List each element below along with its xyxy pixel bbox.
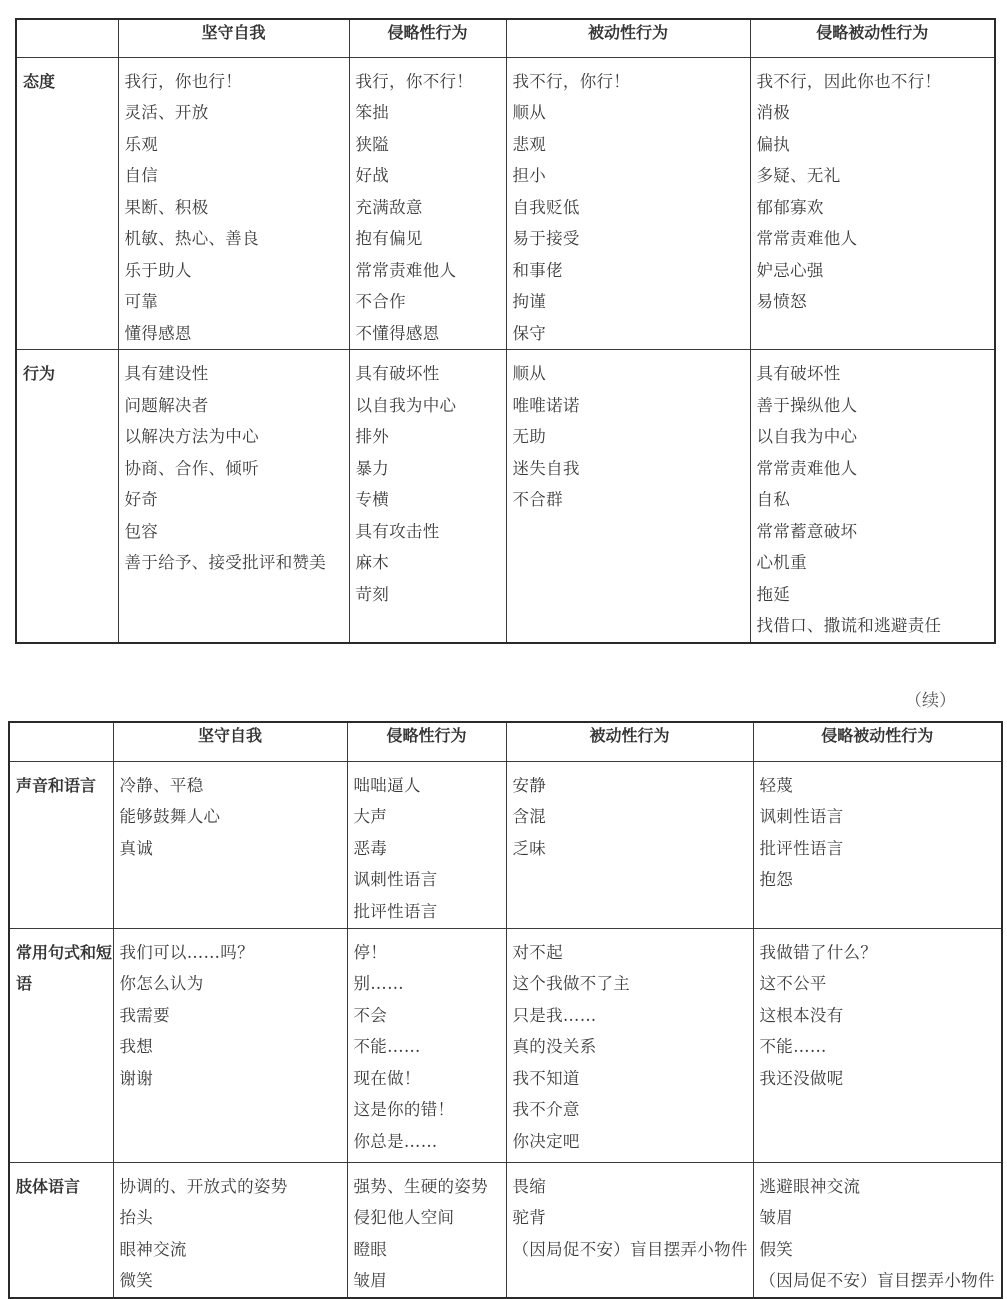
list-item: 好奇: [124, 490, 159, 509]
header-passive: 被动性行为: [506, 722, 753, 761]
list-item: 不合作: [355, 292, 406, 311]
list-item: 不懂得感恩: [355, 323, 440, 343]
list-item: 这不公平: [759, 974, 827, 993]
list-item: 乐于助人: [124, 260, 192, 280]
list-item: 谢谢: [119, 1068, 154, 1088]
list-item: 我需要: [119, 1005, 170, 1025]
header-assertive: 坚守自我: [113, 722, 347, 761]
list-item: 真诚: [119, 838, 154, 858]
row-label: 声音和语言: [9, 761, 113, 928]
cell-assertive: [118, 350, 349, 643]
list-item: 我不行，你行！: [512, 71, 631, 91]
list-item: 可靠: [124, 292, 159, 311]
list-item: 讽刺性语言: [759, 807, 844, 826]
row-label: 常用句式和短语: [9, 928, 113, 1162]
list-item: 安静: [512, 775, 547, 795]
list-item: 好战: [355, 166, 390, 185]
list-item: （因局促不安）盲目摆弄小物件: [759, 1271, 995, 1290]
list-item: 只是我……: [512, 1005, 597, 1025]
list-item: 保守: [512, 323, 547, 343]
list-item: 逃避眼神交流: [759, 1176, 861, 1196]
list-item: 常常蓄意破坏: [756, 521, 858, 541]
list-item: 易于接受: [512, 229, 580, 248]
list-item: 悲观: [512, 134, 547, 154]
list-item: 驼背: [512, 1208, 547, 1227]
list-item: 协调的、开放式的姿势: [119, 1176, 288, 1196]
cell-assertive: [113, 928, 347, 1162]
list-item: 包容: [124, 521, 159, 541]
list-item: 我不介意: [512, 1100, 580, 1119]
table-row-behavior: [16, 350, 995, 643]
cell-assertive: [113, 761, 347, 928]
list-item: 抱怨: [759, 870, 794, 889]
list-item: 我行，你不行！: [355, 71, 474, 91]
list-item: 咄咄逼人: [353, 775, 421, 795]
list-item: 批评性语言: [353, 901, 438, 921]
list-item: 易愤怒: [756, 292, 807, 311]
list-item: 自信: [124, 166, 159, 185]
header-aggressive: 侵略性行为: [349, 19, 506, 57]
list-item: 批评性语言: [759, 838, 844, 858]
list-item: 协商、合作、倾听: [124, 458, 259, 478]
list-item: 问题解决者: [124, 395, 209, 415]
behavior-table-part2: [8, 721, 1003, 1299]
list-item: 常常责难他人: [756, 458, 858, 478]
list-item: 不能……: [759, 1037, 827, 1056]
list-item: 能够鼓舞人心: [119, 807, 221, 826]
row-label: 行为: [16, 350, 118, 643]
cell-passive-aggressive: [753, 928, 1002, 1162]
list-item: 我想: [119, 1037, 154, 1056]
list-item: 讽刺性语言: [353, 870, 438, 889]
cell-assertive: [118, 57, 349, 350]
cell-aggressive: [347, 928, 506, 1162]
list-item: 充满敌意: [355, 197, 423, 217]
list-item: 你总是……: [353, 1131, 438, 1151]
list-item: 大声: [353, 807, 388, 826]
list-item: 强势、生硬的姿势: [353, 1176, 488, 1196]
list-item: 恶毒: [353, 838, 388, 858]
cell-passive: [506, 350, 750, 643]
header-assertive: 坚守自我: [118, 19, 349, 57]
list-item: 乐观: [124, 134, 159, 154]
list-item: 以自我为中心: [756, 427, 858, 446]
list-item: 灵活、开放: [124, 103, 209, 122]
list-item: 我做错了什么？: [759, 942, 878, 962]
list-item: 善于操纵他人: [756, 395, 858, 415]
continued-label: （续）: [905, 691, 956, 711]
cell-aggressive: [349, 57, 506, 350]
cell-aggressive: [349, 350, 506, 643]
list-item: 苛刻: [355, 584, 390, 604]
table-row-body-language: [9, 1162, 1002, 1298]
list-item: 具有破坏性: [355, 364, 440, 383]
list-item: 顺从: [512, 364, 547, 383]
list-item: 你怎么认为: [119, 974, 204, 993]
list-item: 抬头: [119, 1208, 154, 1227]
list-item: 我们可以……吗？: [119, 942, 254, 962]
list-item: 消极: [756, 103, 791, 122]
row-label: 肢体语言: [9, 1162, 113, 1298]
list-item: 乏味: [512, 838, 547, 858]
header-passive-aggressive: 侵略被动性行为: [750, 19, 995, 57]
cell-passive-aggressive: [753, 1162, 1002, 1298]
table-row-attitude: [16, 57, 995, 350]
cell-passive-aggressive: [750, 57, 995, 350]
list-item: 自我贬低: [512, 197, 580, 217]
list-item: 你决定吧: [512, 1131, 580, 1151]
list-item: 拖延: [756, 584, 791, 604]
cell-passive-aggressive: [750, 350, 995, 643]
list-item: 抱有偏见: [355, 229, 423, 248]
list-item: 畏缩: [512, 1176, 547, 1196]
list-item: 真的没关系: [512, 1037, 597, 1056]
list-item: 我还没做呢: [759, 1068, 844, 1088]
list-item: 笨拙: [355, 103, 390, 122]
behavior-table-part1: [15, 18, 996, 644]
list-item: 顺从: [512, 103, 547, 122]
list-item: 机敏、热心、善良: [124, 229, 259, 248]
list-item: 排外: [355, 427, 390, 446]
header-corner: [16, 19, 118, 57]
list-item: 唯唯诺诺: [512, 395, 580, 415]
list-item: 这是你的错！: [353, 1100, 455, 1119]
cell-passive-aggressive: [753, 761, 1002, 928]
table1-header-row: [16, 19, 995, 57]
header-aggressive: 侵略性行为: [347, 722, 506, 761]
list-item: 狭隘: [355, 134, 390, 154]
list-item: （因局促不安）盲目摆弄小物件: [512, 1239, 748, 1259]
list-item: 拘谨: [512, 292, 547, 311]
table-row-voice-language: [9, 761, 1002, 928]
cell-passive: [506, 57, 750, 350]
list-item: 妒忌心强: [756, 260, 824, 280]
list-item: 皱眉: [353, 1271, 388, 1290]
list-item: 不会: [353, 1005, 388, 1025]
list-item: 皱眉: [759, 1208, 794, 1227]
list-item: 不能……: [353, 1037, 421, 1056]
list-item: 心机重: [756, 553, 807, 572]
list-item: 无助: [512, 427, 547, 446]
list-item: 不合群: [512, 490, 563, 509]
list-item: 专横: [355, 490, 390, 509]
cell-aggressive: [347, 1162, 506, 1298]
list-item: 自私: [756, 490, 791, 509]
row-label: 态度: [16, 57, 118, 350]
list-item: 停！: [353, 942, 388, 962]
header-passive: 被动性行为: [506, 19, 750, 57]
list-item: 郁郁寡欢: [756, 197, 824, 217]
list-item: 麻木: [355, 553, 390, 572]
list-item: 含混: [512, 807, 547, 826]
list-item: 眼神交流: [119, 1239, 187, 1259]
header-passive-aggressive: 侵略被动性行为: [753, 722, 1002, 761]
list-item: 这根本没有: [759, 1005, 844, 1025]
list-item: 和事佬: [512, 260, 563, 280]
list-item: 瞪眼: [353, 1239, 388, 1259]
list-item: 冷静、平稳: [119, 775, 204, 795]
list-item: 果断、积极: [124, 197, 209, 217]
list-item: 以自我为中心: [355, 395, 457, 415]
list-item: 具有攻击性: [355, 521, 440, 541]
list-item: 侵犯他人空间: [353, 1208, 455, 1227]
list-item: 多疑、无礼: [756, 166, 841, 185]
list-item: 常常责难他人: [756, 229, 858, 248]
list-item: 常常责难他人: [355, 260, 457, 280]
list-item: 善于给予、接受批评和赞美: [124, 553, 327, 572]
header-corner: [9, 722, 113, 761]
list-item: 具有建设性: [124, 364, 209, 383]
list-item: 偏执: [756, 134, 791, 154]
table-row-common-phrases: [9, 928, 1002, 1162]
cell-passive: [506, 761, 753, 928]
list-item: 暴力: [355, 458, 390, 478]
list-item: 这个我做不了主: [512, 974, 631, 993]
list-item: 轻蔑: [759, 775, 794, 795]
list-item: 担小: [512, 166, 547, 185]
cell-assertive: [113, 1162, 347, 1298]
list-item: 假笑: [759, 1239, 794, 1259]
list-item: 我不行，因此你也不行！: [756, 71, 942, 91]
list-item: 迷失自我: [512, 458, 580, 478]
list-item: 以解决方法为中心: [124, 427, 259, 446]
list-item: 微笑: [119, 1271, 154, 1290]
cell-aggressive: [347, 761, 506, 928]
list-item: 找借口、撒谎和逃避责任: [756, 616, 942, 635]
table2-header-row: [9, 722, 1002, 761]
list-item: 具有破坏性: [756, 364, 841, 383]
list-item: 我行，你也行！: [124, 71, 243, 91]
list-item: 懂得感恩: [124, 323, 192, 343]
list-item: 别……: [353, 974, 404, 993]
list-item: 现在做！: [353, 1068, 421, 1088]
list-item: 对不起: [512, 942, 563, 962]
cell-passive: [506, 928, 753, 1162]
list-item: 我不知道: [512, 1068, 580, 1088]
cell-passive: [506, 1162, 753, 1298]
